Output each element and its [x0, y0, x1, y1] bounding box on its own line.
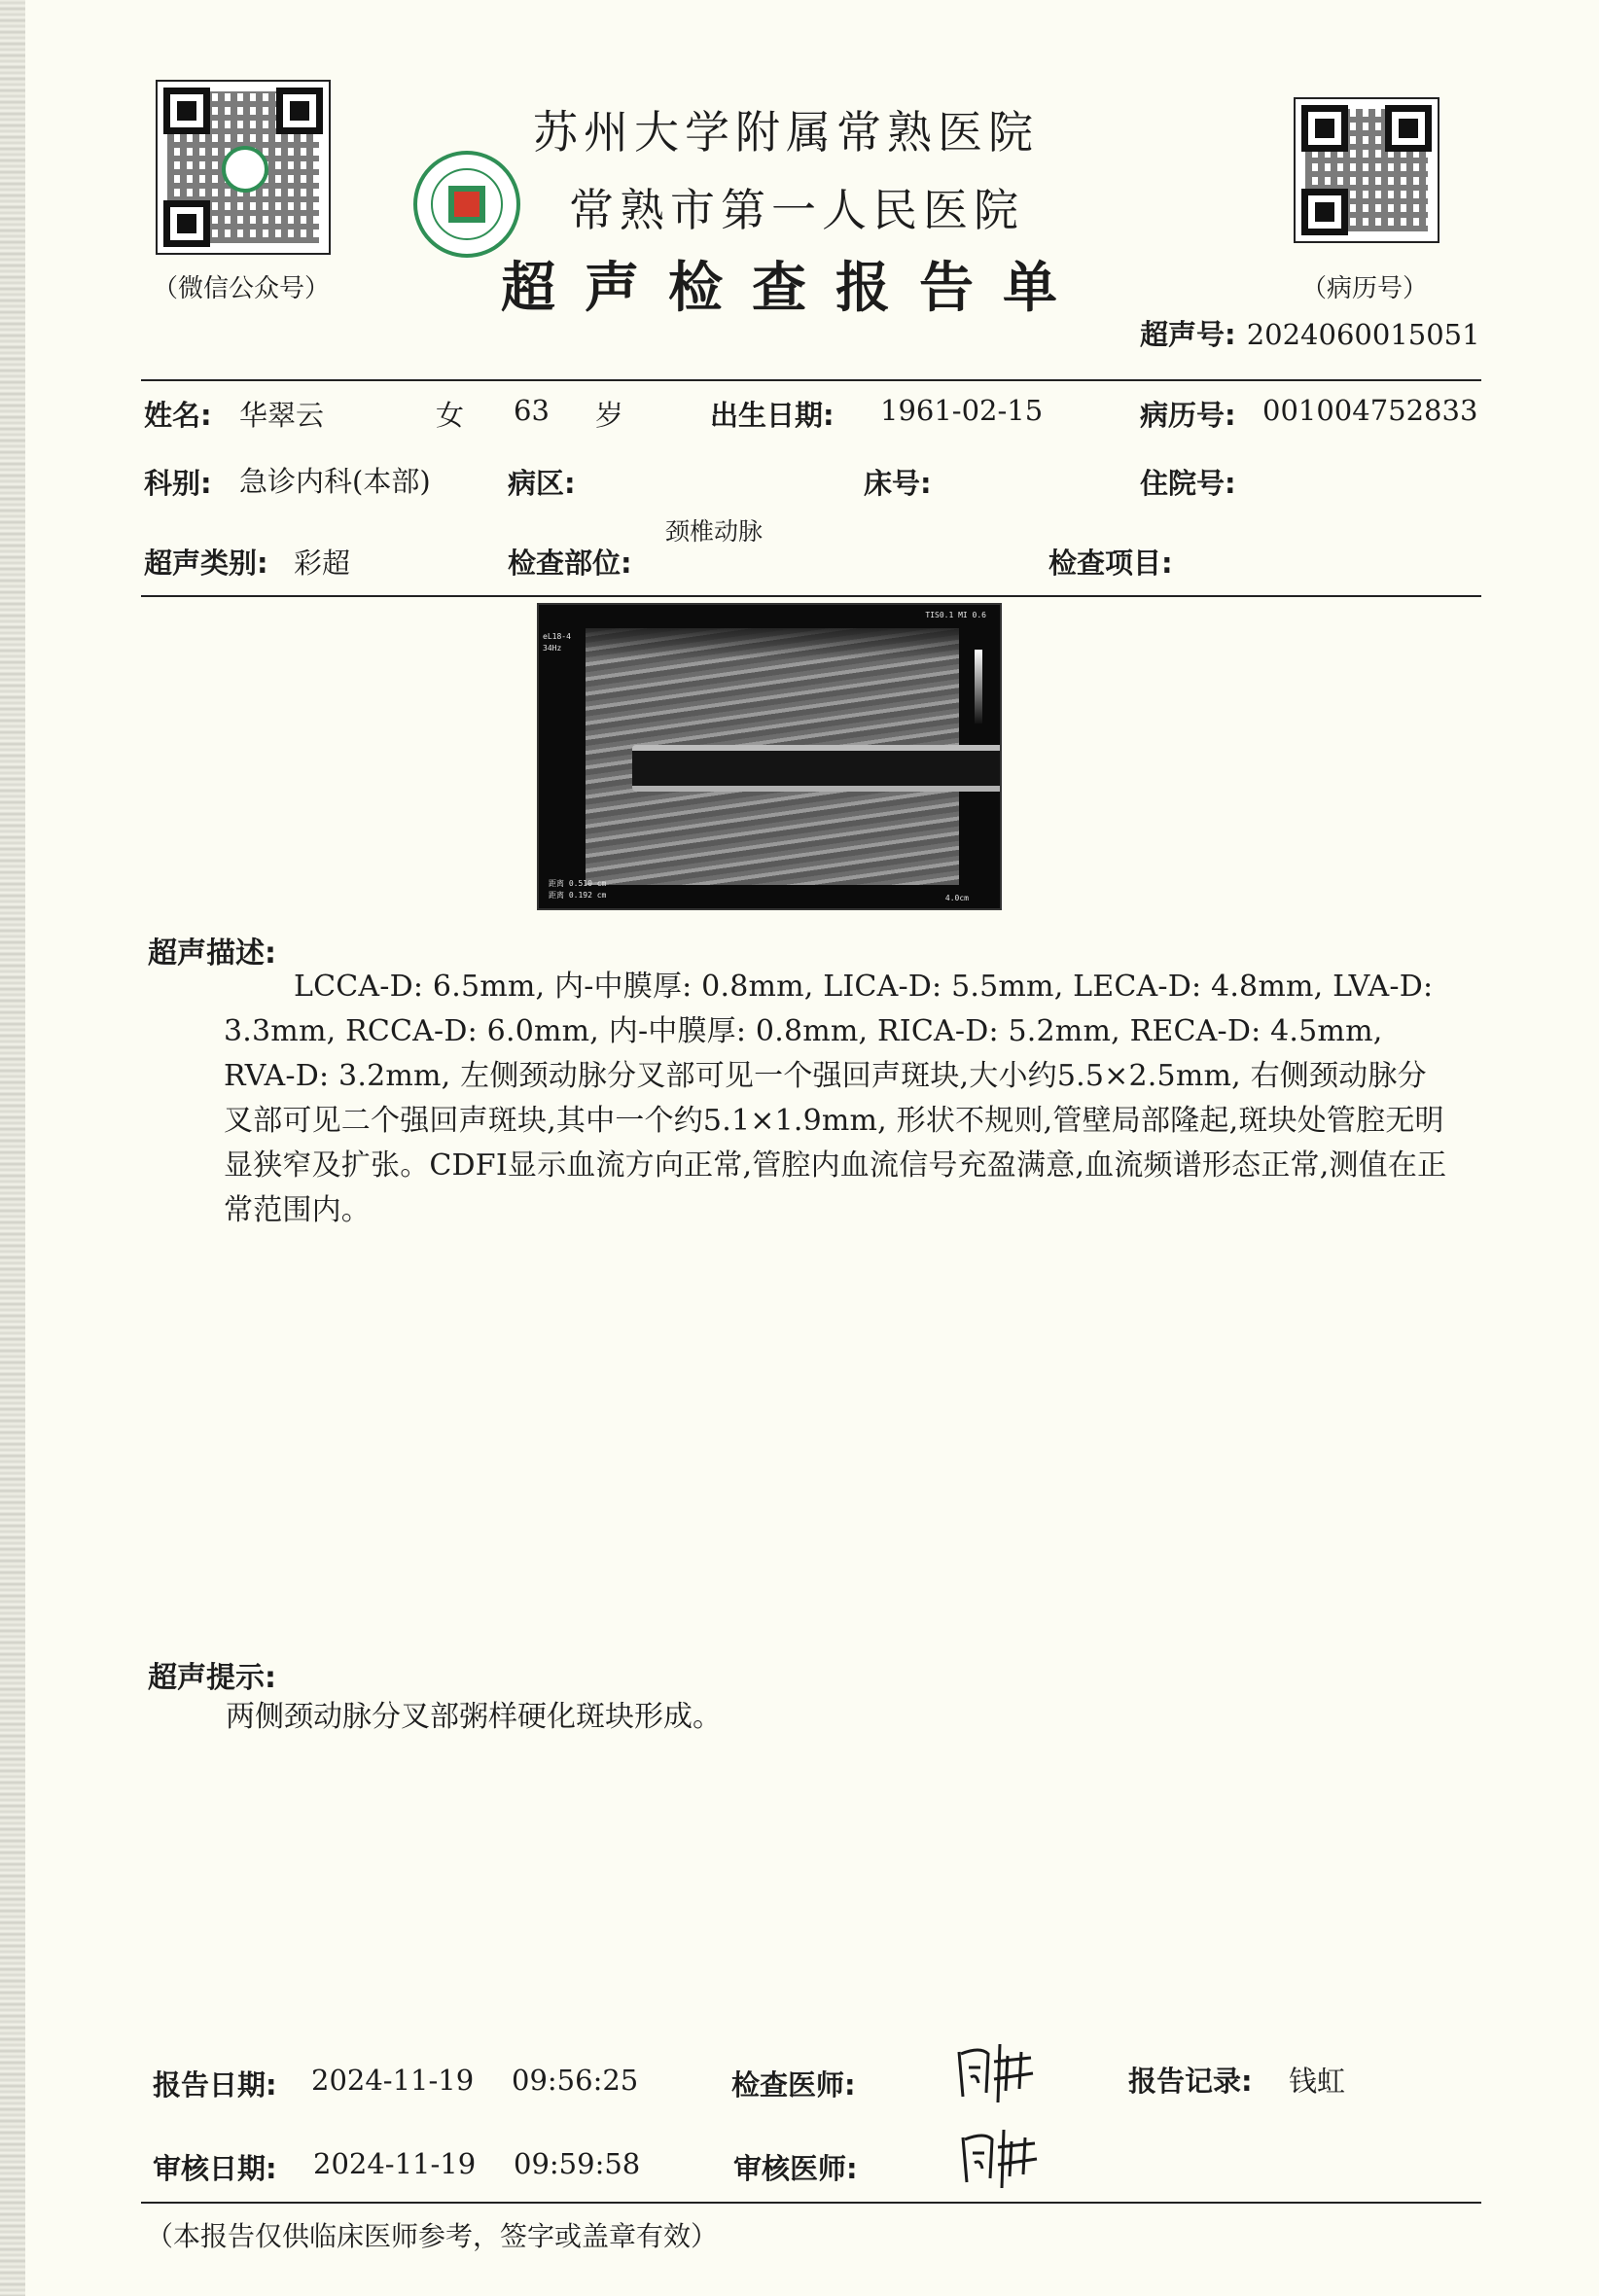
medical-record-qr-caption: （病历号） — [1300, 274, 1428, 303]
inpatient-no-label: 住院号: — [1140, 467, 1236, 500]
exam-item-label: 检查项目: — [1048, 547, 1173, 580]
patient-sex: 女 — [436, 399, 465, 432]
header-divider — [141, 379, 1481, 381]
report-date: 2024-11-19 — [311, 2064, 475, 2097]
ultrasound-distance-2: 距离 0.192 cm — [549, 891, 607, 900]
report-title: 超声检查报告单 — [501, 256, 1086, 320]
ultrasound-type-label: 超声类别: — [144, 547, 268, 580]
ultrasound-frequency-label: 34Hz — [543, 644, 562, 653]
ultrasound-depth-label: 4.0cm — [944, 894, 969, 902]
footer-divider — [141, 2202, 1481, 2204]
review-doctor-label: 审核医师: — [733, 2152, 858, 2185]
department: 急诊内科(本部) — [239, 465, 431, 498]
review-doctor-signature-icon — [955, 2120, 1052, 2198]
ultrasound-image — [537, 603, 1002, 910]
exam-site-label: 检查部位: — [508, 547, 632, 580]
review-date: 2024-11-19 — [313, 2147, 477, 2180]
medical-record-qr-code-icon — [1294, 97, 1439, 243]
ultrasound-distance-1: 距离 0.510 cm — [549, 879, 607, 888]
wechat-qr-code-icon — [156, 80, 331, 255]
ultrasound-type: 彩超 — [294, 547, 351, 580]
ultrasound-number-value: 2024060015051 — [1246, 318, 1480, 351]
patient-age-unit: 岁 — [595, 399, 624, 432]
exam-doctor-signature-icon — [951, 2034, 1048, 2112]
report-time: 09:56:25 — [512, 2064, 639, 2097]
name-label: 姓名: — [144, 399, 212, 432]
hospital-logo-icon — [413, 151, 520, 258]
wechat-qr-caption: （微信公众号） — [152, 274, 330, 303]
info-divider — [141, 595, 1481, 597]
exam-site: 颈椎动脉 — [665, 517, 764, 546]
review-time: 09:59:58 — [514, 2147, 641, 2180]
ultrasound-number-label: 超声号: — [1140, 318, 1236, 351]
footer-note: （本报告仅供临床医师参考，签字或盖章有效） — [146, 2220, 719, 2252]
ultrasound-probe-label: eL18-4 — [543, 632, 571, 641]
ultrasound-number — [1140, 313, 1480, 353]
review-date-label: 审核日期: — [153, 2152, 277, 2185]
hospital-name-primary: 苏州大学附属常熟医院 — [533, 106, 1039, 159]
grayscale-bar-icon — [975, 650, 982, 724]
record-no-label: 病历号: — [1140, 399, 1236, 432]
description-heading: 超声描述: — [148, 936, 276, 971]
exam-doctor-label: 检查医师: — [731, 2068, 856, 2102]
recorder-name: 钱虹 — [1289, 2065, 1346, 2098]
hospital-name-secondary: 常熟市第一人民医院 — [569, 184, 1024, 236]
ultrasound-ti-mi-label: TIS0.1 MI 0.6 — [925, 611, 986, 619]
patient-name: 华翠云 — [239, 399, 325, 432]
recorder-label: 报告记录: — [1128, 2065, 1253, 2098]
patient-age: 63 — [514, 394, 550, 427]
patient-record-no: 001004752833 — [1262, 394, 1478, 427]
ward-label: 病区: — [508, 467, 576, 500]
patient-dob: 1961-02-15 — [880, 394, 1044, 427]
conclusion-text: 两侧颈动脉分叉部粥样硬化斑块形成。 — [226, 1700, 722, 1734]
scan-edge-strip — [0, 0, 25, 2296]
department-label: 科别: — [144, 467, 212, 500]
dob-label: 出生日期: — [710, 399, 835, 432]
report-date-label: 报告日期: — [153, 2068, 277, 2102]
conclusion-heading: 超声提示: — [148, 1661, 276, 1695]
bed-label: 床号: — [864, 467, 932, 500]
description-text: LCCA-D: 6.5mm, 内-中膜厚: 0.8mm, LICA-D: 5.5mm, LECA-D: 4.8mm, LVA-D: 3.3mm, RCCA-D: 6.0mm, 内-中膜厚: 0.8mm, RICA-D: 5.2mm, RECA-D: 4.5mm, RVA-D: 3.2mm, 左侧颈动脉分叉部可见一个强回声斑块,大小约5.5×2.5mm, 右侧颈动脉分叉部可见二个强回声斑块,其中一个约5.1×1.9mm, 形状不规则,管壁局部隆起,斑块处管腔无明显狭窄及扩张。CDFI显示血流方向正常,管腔内血流信号充盈满意,血流频谱形态正常,测值在正常范围内。 — [224, 970, 1447, 1227]
